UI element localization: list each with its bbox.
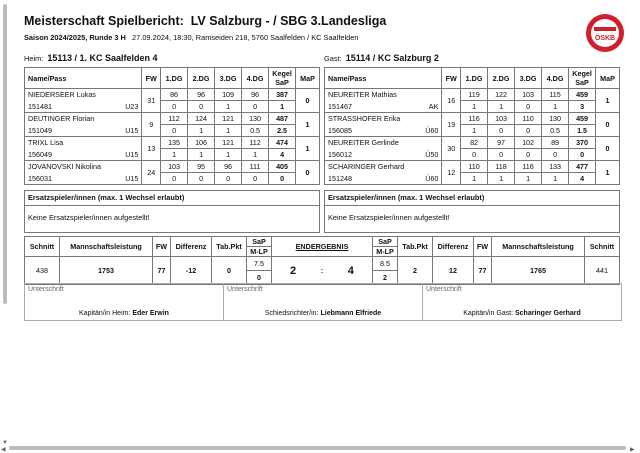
dg-score: 133	[542, 161, 569, 173]
player-row-sap	[25, 101, 320, 113]
dg-score: 96	[188, 89, 215, 101]
dg-score: 89	[542, 137, 569, 149]
player-name: NEUREITER Mathias	[325, 89, 442, 101]
dg-sap: 0	[188, 173, 215, 185]
player-map: 1	[596, 161, 620, 185]
dg-sap: 1	[188, 125, 215, 137]
player-map: 0	[596, 113, 620, 137]
col-dg2: 2.DG	[488, 68, 515, 89]
dg-score: 96	[215, 161, 242, 173]
col-dg4: 4.DG	[542, 68, 569, 89]
dg-score: 102	[515, 137, 542, 149]
dg-sap: 1	[461, 101, 488, 113]
guest-score: 4	[330, 257, 373, 285]
player-pass: 151481	[28, 101, 52, 111]
dg-sap: 0	[161, 173, 188, 185]
player-map: 1	[596, 89, 620, 113]
substitutes-body: Keine Ersatzspieler/innen aufgestellt!	[24, 206, 320, 233]
guest-team-label: Gast: 15114 / KC Salzburg 2	[324, 53, 439, 63]
player-fw: 24	[142, 161, 161, 185]
dg-sap: 1	[542, 173, 569, 185]
player-category: AK	[428, 101, 439, 111]
dg-sap: 0.5	[542, 125, 569, 137]
col-fw: FW	[142, 68, 161, 89]
sap-total: 4	[569, 173, 596, 185]
dg-score: 110	[461, 161, 488, 173]
federation-logo	[585, 13, 625, 53]
dg-sap: 1	[215, 101, 242, 113]
player-name: NIEDERSEER Lukas	[25, 89, 142, 101]
dg-score: 116	[461, 113, 488, 125]
player-category: U23	[125, 101, 139, 111]
player-fw: 19	[442, 113, 461, 137]
kegel-total: 487	[269, 113, 296, 125]
page-title: Meisterschaft Spielbericht: LV Salzburg - / SBG 3.Landesliga	[24, 14, 387, 28]
col-fw: FW	[442, 68, 461, 89]
guest-substitutes	[324, 190, 620, 233]
dg-score: 111	[242, 161, 269, 173]
dg-score: 112	[161, 113, 188, 125]
dg-score: 103	[161, 161, 188, 173]
player-row-sap	[25, 149, 320, 161]
player-fw: 12	[442, 161, 461, 185]
dg-sap: 0	[242, 173, 269, 185]
dg-score: 118	[488, 161, 515, 173]
dg-sap: 1	[242, 149, 269, 161]
scroll-right-arrow-icon[interactable]: ▶	[630, 447, 635, 453]
kegel-total: 387	[269, 89, 296, 101]
dg-score: 95	[188, 161, 215, 173]
dg-score: 112	[242, 137, 269, 149]
dg-score: 124	[188, 113, 215, 125]
player-category: Ü50	[425, 149, 439, 159]
col-map: MaP	[296, 68, 320, 89]
player-row	[325, 137, 620, 149]
dg-score: 103	[488, 113, 515, 125]
player-name: DEUTINGER Florian	[25, 113, 142, 125]
home-score: 2	[272, 257, 315, 285]
sap-total: 0	[569, 149, 596, 161]
player-row	[25, 113, 320, 125]
player-map: 1	[296, 113, 320, 137]
player-name: SCHARINGER Gerhard	[325, 161, 442, 173]
vertical-scrollbar[interactable]	[3, 4, 7, 304]
kegel-total: 459	[569, 113, 596, 125]
col-dg1: 1.DG	[161, 68, 188, 89]
dg-score: 86	[161, 89, 188, 101]
dg-score: 115	[542, 89, 569, 101]
player-row-sap	[25, 173, 320, 185]
result-summary-table: Schnitt Mannschaftsleistung FW Differenz Tab.Pkt SaP ENDERGEBNIS SaP Tab.Pkt Differenz FW Mannschaftsleistung Schnitt M-LP M-LP 438 1753 77 -12 0 7.5 2 : 4 8.5 2 12 77 1765 441 0 2	[24, 236, 620, 285]
dg-sap: 0	[515, 149, 542, 161]
dg-sap: 1	[215, 149, 242, 161]
player-pass: 156049	[28, 149, 52, 159]
dg-sap: 1	[461, 125, 488, 137]
dg-score: 96	[242, 89, 269, 101]
dg-score: 116	[515, 161, 542, 173]
dg-score: 135	[161, 137, 188, 149]
dg-sap: 0	[242, 101, 269, 113]
player-row-sap	[325, 101, 620, 113]
sap-total: 2.5	[269, 125, 296, 137]
dg-score: 119	[461, 89, 488, 101]
col-kegel-sap: Kegel SaP	[569, 68, 596, 89]
player-name: JOVANOVSKI Nikolina	[25, 161, 142, 173]
svg-text:ÖSKB: ÖSKB	[594, 35, 616, 42]
dg-sap: 0	[488, 149, 515, 161]
dg-sap: 0	[461, 149, 488, 161]
player-fw: 31	[142, 89, 161, 113]
player-map: 0	[596, 137, 620, 161]
player-fw: 13	[142, 137, 161, 161]
player-category: U15	[125, 149, 139, 159]
col-map: MaP	[596, 68, 620, 89]
player-name: NEUREITER Gerlinde	[325, 137, 442, 149]
dg-score: 121	[215, 113, 242, 125]
player-name: STRASSHOFER Erika	[325, 113, 442, 125]
col-dg4: 4.DG	[242, 68, 269, 89]
col-kegel-sap: Kegel SaP	[269, 68, 296, 89]
sap-total: 3	[569, 101, 596, 113]
player-pass: 151049	[28, 125, 52, 135]
dg-sap: 1	[542, 101, 569, 113]
dg-score: 82	[461, 137, 488, 149]
dg-score: 130	[542, 113, 569, 125]
home-team-label: Heim: 15113 / 1. KC Saalfelden 4	[24, 53, 158, 63]
home-substitutes	[24, 190, 320, 233]
dg-sap: 0	[488, 125, 515, 137]
player-category: Ü60	[425, 125, 439, 135]
substitutes-body: Keine Ersatzspieler/innen aufgestellt!	[324, 206, 620, 233]
sap-total: 1.5	[569, 125, 596, 137]
horizontal-scrollbar[interactable]	[9, 446, 626, 450]
dg-sap: 0	[515, 125, 542, 137]
home-players-table	[24, 67, 320, 185]
player-row	[325, 113, 620, 125]
dg-score: 122	[488, 89, 515, 101]
dg-score: 130	[242, 113, 269, 125]
dg-sap: 1	[188, 149, 215, 161]
col-dg2: 2.DG	[188, 68, 215, 89]
scroll-down-arrow-icon[interactable]: ▼	[2, 440, 8, 446]
player-row	[25, 137, 320, 149]
dg-sap: 0	[188, 101, 215, 113]
player-category: U15	[125, 173, 139, 183]
player-row-sap	[325, 173, 620, 185]
sap-total: 4	[269, 149, 296, 161]
player-row	[325, 161, 620, 173]
col-dg3: 3.DG	[215, 68, 242, 89]
substitutes-header: Ersatzspieler/innen (max. 1 Wechsel erlaubt)	[24, 190, 320, 206]
dg-sap: 0.5	[242, 125, 269, 137]
player-pass: 156085	[328, 125, 352, 135]
player-category: U15	[125, 125, 139, 135]
dg-score: 121	[215, 137, 242, 149]
signature-guest-captain: Unterschrift Kapitän/in Gast: Scharinger Gerhard	[422, 283, 622, 321]
sap-total: 1	[269, 101, 296, 113]
dg-score: 103	[515, 89, 542, 101]
guest-players-table	[324, 67, 620, 185]
player-category: Ü60	[425, 173, 439, 183]
player-map: 0	[296, 89, 320, 113]
player-row	[25, 89, 320, 101]
player-row	[25, 161, 320, 173]
player-row-sap	[325, 125, 620, 137]
col-name: Name/Pass	[25, 68, 142, 89]
player-fw: 30	[442, 137, 461, 161]
subtitle: Saison 2024/2025, Runde 3 H 27.09.2024, 18:30, Ramseiden 218, 5760 Saalfelden / KC Saalfelden	[24, 33, 359, 42]
player-row	[325, 89, 620, 101]
dg-sap: 1	[215, 125, 242, 137]
kegel-total: 477	[569, 161, 596, 173]
signature-home-captain: Unterschrift Kapitän/in Heim: Eder Erwin	[24, 283, 224, 321]
player-row-sap	[25, 125, 320, 137]
player-name: TRIXL Lisa	[25, 137, 142, 149]
player-fw: 9	[142, 113, 161, 137]
col-name: Name/Pass	[325, 68, 442, 89]
signature-referee: Unterschrift Schiedsrichter/in: Liebmann Elfriede	[223, 283, 423, 321]
dg-score: 106	[188, 137, 215, 149]
player-map: 0	[296, 161, 320, 185]
player-pass: 151467	[328, 101, 352, 111]
kegel-total: 459	[569, 89, 596, 101]
player-pass: 151248	[328, 173, 352, 183]
dg-sap: 1	[161, 149, 188, 161]
player-pass: 156031	[28, 173, 52, 183]
col-dg3: 3.DG	[515, 68, 542, 89]
player-row-sap	[325, 149, 620, 161]
player-map: 1	[296, 137, 320, 161]
col-dg1: 1.DG	[461, 68, 488, 89]
dg-sap: 0	[161, 101, 188, 113]
dg-sap: 1	[515, 173, 542, 185]
sap-total: 0	[269, 173, 296, 185]
player-fw: 16	[442, 89, 461, 113]
player-pass: 156012	[328, 149, 352, 159]
dg-sap: 0	[515, 101, 542, 113]
kegel-total: 405	[269, 161, 296, 173]
substitutes-header: Ersatzspieler/innen (max. 1 Wechsel erlaubt)	[324, 190, 620, 206]
dg-sap: 1	[461, 173, 488, 185]
dg-score: 109	[215, 89, 242, 101]
kegel-total: 370	[569, 137, 596, 149]
dg-sap: 0	[215, 173, 242, 185]
dg-sap: 0	[542, 149, 569, 161]
dg-sap: 0	[161, 125, 188, 137]
kegel-total: 474	[269, 137, 296, 149]
dg-sap: 1	[488, 173, 515, 185]
dg-score: 110	[515, 113, 542, 125]
dg-sap: 1	[488, 101, 515, 113]
scroll-left-arrow-icon[interactable]: ◀	[1, 447, 6, 453]
dg-score: 97	[488, 137, 515, 149]
